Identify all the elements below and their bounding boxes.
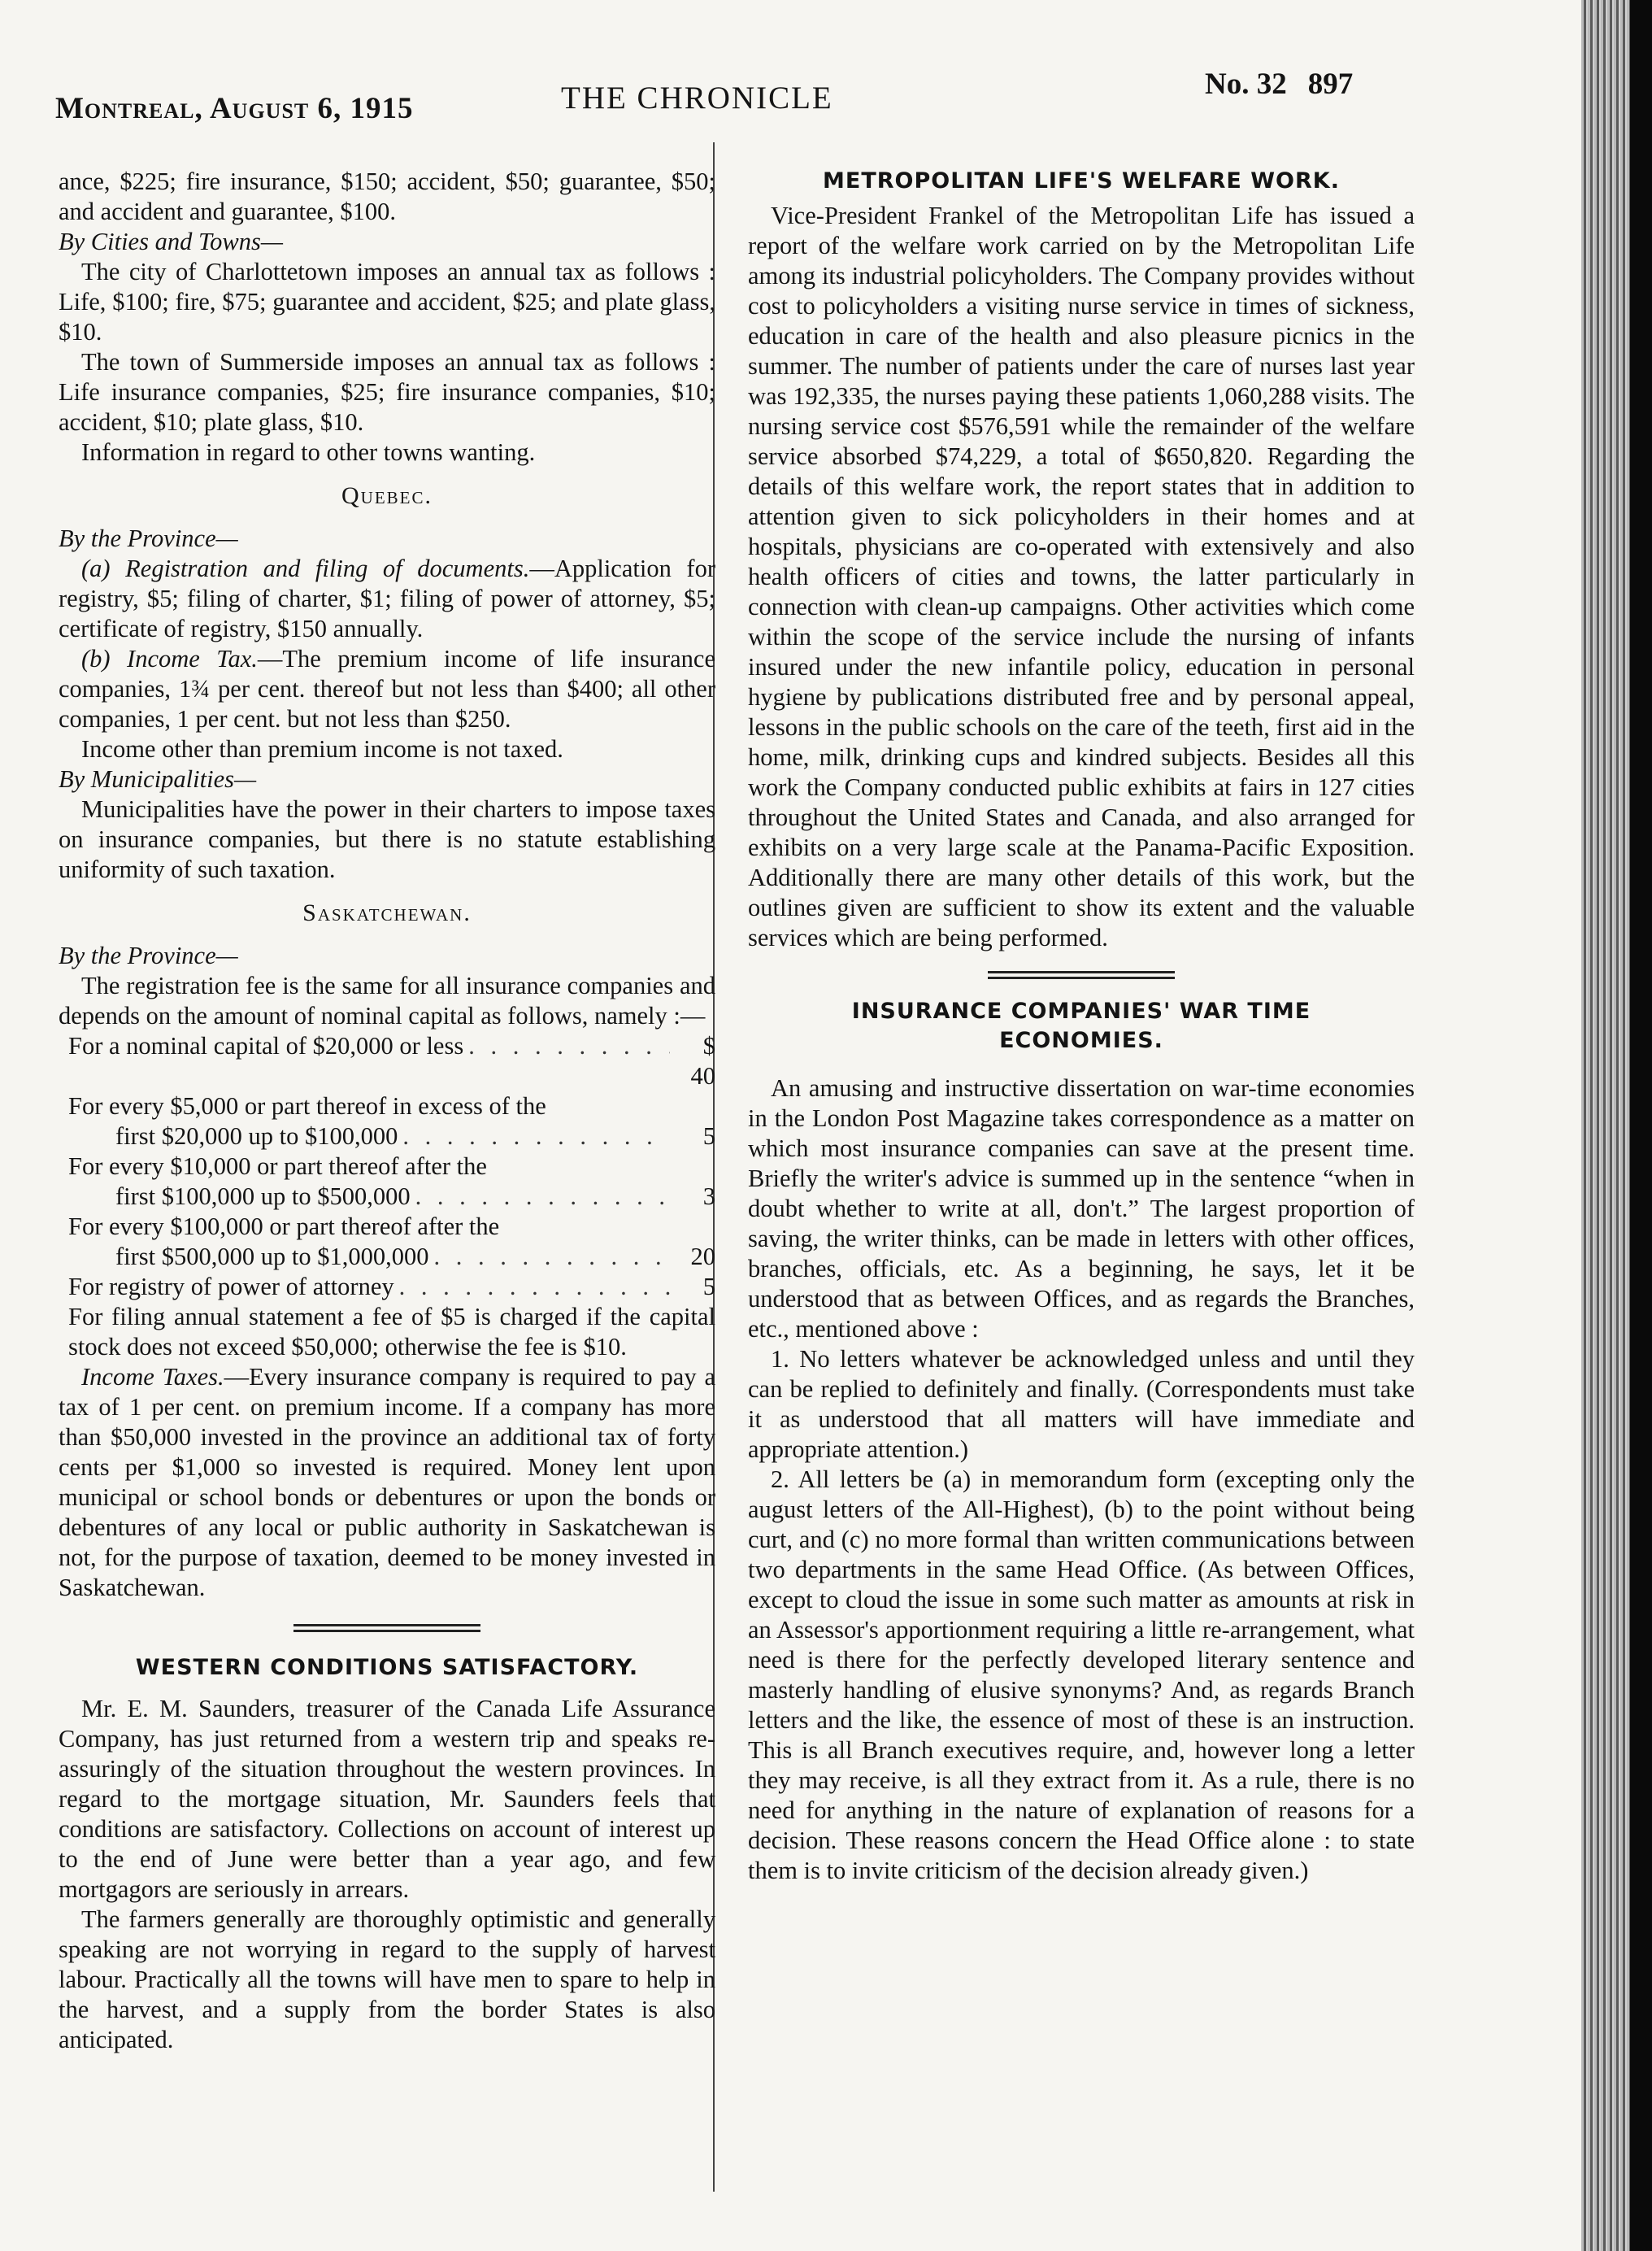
header-dateline: Montreal, August 6, 1915 — [55, 92, 414, 125]
fee-row — [59, 1212, 715, 1242]
fee-row — [59, 1272, 715, 1302]
label-income-tax: (b) Income Tax. — [81, 645, 258, 673]
subheading-cities: By Cities and Towns— — [59, 228, 283, 255]
opening-paragraph: ance, $225; fire insurance, $150; accident, $50; guarantee, $50; and accident and guarantee, $100. — [59, 168, 715, 225]
fee-description: For a nominal capital of $20,000 or less — [68, 1032, 464, 1060]
paragraph-western-2: The farmers generally are thoroughly optimistic and generally speaking are not worrying in regard to the supply of harvest labour. Practically all the towns will have men to spare to help in the harvest, and a supply from the border States is also anticipated. — [59, 1905, 715, 2053]
heading-war-economies-line2: ECONOMIES. — [999, 1028, 1163, 1053]
fee-row — [59, 1031, 715, 1091]
heading-war-economies-line1: INSURANCE COMPANIES' WAR TIME — [851, 999, 1311, 1024]
left-column — [59, 167, 715, 2055]
paragraph-municipalities: Municipalities have the power in their charters to impose taxes on insurance companies, but there is no statute establishing uniformity of such taxation. — [59, 795, 715, 883]
fee-amount: 3 — [702, 1182, 715, 1210]
leader-dots — [399, 1272, 670, 1302]
fee-description-continued: first $500,000 up to $1,000,000 — [115, 1243, 429, 1270]
paragraph-summerside: The town of Summerside imposes an annual tax as follows : Life insurance companies, $25; fire insurance companies, $10; accident, $10; plate glass, $10. — [59, 348, 715, 436]
text-income-taxes: —Every insurance company is required to pay a tax of 1 per cent. on premium income. If a company has more than $50,000 invested in the province an additional tax of forty cents per $1,000 so invested is required. Money lent upon municipal or school bonds or debentures or upon the bonds or debentures of any local or public authority in Saskatchewan is not, for the purpose of taxation, deemed to be money invested in Saskatchewan. — [59, 1363, 715, 1601]
fee-row-continuation — [59, 1121, 715, 1152]
fee-description: For every $5,000 or part thereof in excess of the — [68, 1092, 546, 1120]
fee-description: For every $100,000 or part thereof after the — [68, 1213, 500, 1240]
paragraph-registration-fee: The registration fee is the same for all insurance companies and depends on the amount of nominal capital as follows, namely :— — [59, 972, 715, 1030]
paragraph-metropolitan: Vice-President Frankel of the Metropolitan Life has issued a report of the welfare work carried on by the Metropolitan Life among its industrial policyholders. The Company provides without cost to policyholders a visiting nurse service in times of sickness, education in care of the health and also pleasure picnics in the summer. The number of patients under the care of nurses last year was 192,335, the nurses paying these patients 1,060,288 visits. The nursing service cost $576,591 while the remainder of the welfare service absorbed $74,229, a total of $650,820. Regarding the details of this welfare work, the report states that in addition to attention given to sick policyholders in their homes and at hospitals, physicians are co-operated with extensively and also health officers of cities and towns, the latter particularly in connection with clean-up campaigns. Other activities which come within the scope of the service include the nursing of infants insured under the new infantile policy, education in personal hygiene by publications distributed free and by personal appeal, lessons in the public schools on the care of the teeth, first aid in the home, milk, drinking cups and kindred subjects. Besides all this work the Company conducted public exhibits at fairs in 127 cities throughout the United States and Canada, and also arranged for exhibits on a very large scale at the Panama-Pacific Exposition. Additionally there are many other details of this work, but the outlines given are sufficient to show its extent and the valuable services which are being performed. — [748, 202, 1415, 951]
fee-description: For registry of power of attorney — [68, 1273, 394, 1300]
subheading-province-saskatchewan: By the Province— — [59, 942, 238, 969]
paragraph-western-1: Mr. E. M. Saunders, treasurer of the Canada Life Assurance Company, has just returned from a western trip and speaks re-assuringly of the situation throughout the western provinces. In regard to the mortgage situation, Mr. Saunders feels that conditions are satisfactory. Collections on account of interest up to the end of June were better than a year ago, and few mortgagors are seriously in arrears. — [59, 1695, 715, 1903]
page-header — [0, 49, 1592, 130]
page-edge-shadow — [1581, 0, 1630, 2251]
fee-amount: $ 40 — [690, 1032, 715, 1090]
paragraph-income-other: Income other than premium income is not taxed. — [81, 735, 563, 763]
leader-dots — [402, 1121, 670, 1152]
paragraph-war-2: 1. No letters whatever be acknowledged unless and until they can be replied to definitely and finally. (Correspondents must take it as understood that all matters will have immediate and appropriate attention.) — [748, 1345, 1415, 1463]
fee-amount: 5 — [702, 1122, 715, 1150]
paragraph-information: Information in regard to other towns wanting. — [81, 438, 536, 466]
fee-row-continuation — [59, 1182, 715, 1212]
paragraph-war-3: 2. All letters be (a) in memorandum form (excepting only the august letters of the All-Highest), (b) to the point without being curt, and (c) no more formal than written communications between two departments in the same Head Office. (As between Offices, except to cloud the issue in some such matter as amounts at risk in an Assessor's apportionment requiring a little re-arrangement, what need is there for the perfectly developed literary sentence and masterly handling of elusive synonyms? And, as regards Branch letters and the like, the essence of most of these is an instruction. This is all Branch executives require, and, however long a letter they may receive, is all they extract from it. As a rule, there is no need for anything in the nature of explanation of reasons for a decision. These reasons concern the Head Office alone : to state them is to invite criticism of the decision already given.) — [748, 1465, 1415, 1884]
leader-dots — [433, 1242, 670, 1272]
header-title: THE CHRONICLE — [561, 81, 833, 115]
text-registration: —Application for registry, $5; filing of charter, $1; filing of power of attorney, $5; certificate of registry, $150 annually. — [59, 555, 715, 642]
label-registration: (a) Registration and filing of documents. — [81, 555, 530, 582]
leader-dots — [415, 1182, 670, 1212]
paragraph-registration-filing — [59, 554, 715, 644]
fee-schedule — [59, 1031, 715, 1302]
paragraph-income-tax — [59, 644, 715, 734]
fee-amount: 5 — [702, 1273, 715, 1300]
fee-description-continued: first $20,000 up to $100,000 — [115, 1122, 398, 1150]
label-income-taxes: Income Taxes. — [81, 1363, 224, 1391]
section-quebec: Quebec. — [341, 482, 433, 509]
section-rule — [293, 1624, 480, 1632]
paragraph-war-1: An amusing and instructive dissertation on war-time economies in the London Post Magazine takes correspondence as a matter on which most insurance companies can save at the present time. Briefly the writer's advice is summed up in the sentence “when in doubt whether to write at all, don't.” The largest proportion of saving, the writer thinks, can be made in letters with other offices, branches, officials, etc. As a beginning, he says, let it be understood that as between Offices, and as regards the Branches, etc., mentioned above : — [748, 1074, 1415, 1343]
fee-description-continued: first $100,000 up to $500,000 — [115, 1182, 411, 1210]
fee-row — [59, 1091, 715, 1121]
paragraph-income-taxes — [59, 1362, 715, 1603]
paragraph-filing-statement: For filing annual statement a fee of $5 is charged if the capital stock does not exceed $50,000; otherwise the fee is $10. — [68, 1303, 715, 1361]
fee-amount: 20 — [690, 1243, 715, 1270]
heading-metropolitan: METROPOLITAN LIFE'S WELFARE WORK. — [823, 168, 1340, 194]
right-column — [748, 167, 1415, 1886]
paragraph-charlottetown: The city of Charlottetown imposes an annual tax as follows : Life, $100; fire, $75; guarantee and accident, $25; and plate glass, $10. — [59, 258, 715, 346]
text-income-tax: —The premium income of life insurance companies, 1¾ per cent. thereof but not less than $400; all other companies, 1 per cent. but not less than $250. — [59, 645, 716, 733]
subheading-municipalities: By Municipalities— — [59, 765, 257, 793]
section-rule — [988, 971, 1175, 979]
leader-dots — [468, 1031, 670, 1061]
fee-row-continuation — [59, 1242, 715, 1272]
header-page-info — [1205, 67, 1353, 102]
issue-number: No. 32 — [1205, 67, 1287, 101]
fee-row — [59, 1152, 715, 1182]
section-saskatchewan: Saskatchewan. — [302, 899, 472, 926]
heading-western-conditions: WESTERN CONDITIONS SATISFACTORY. — [135, 1655, 639, 1680]
subheading-province-quebec: By the Province— — [59, 525, 238, 552]
page-number: 897 — [1307, 67, 1354, 101]
fee-description: For every $10,000 or part thereof after the — [68, 1152, 487, 1180]
